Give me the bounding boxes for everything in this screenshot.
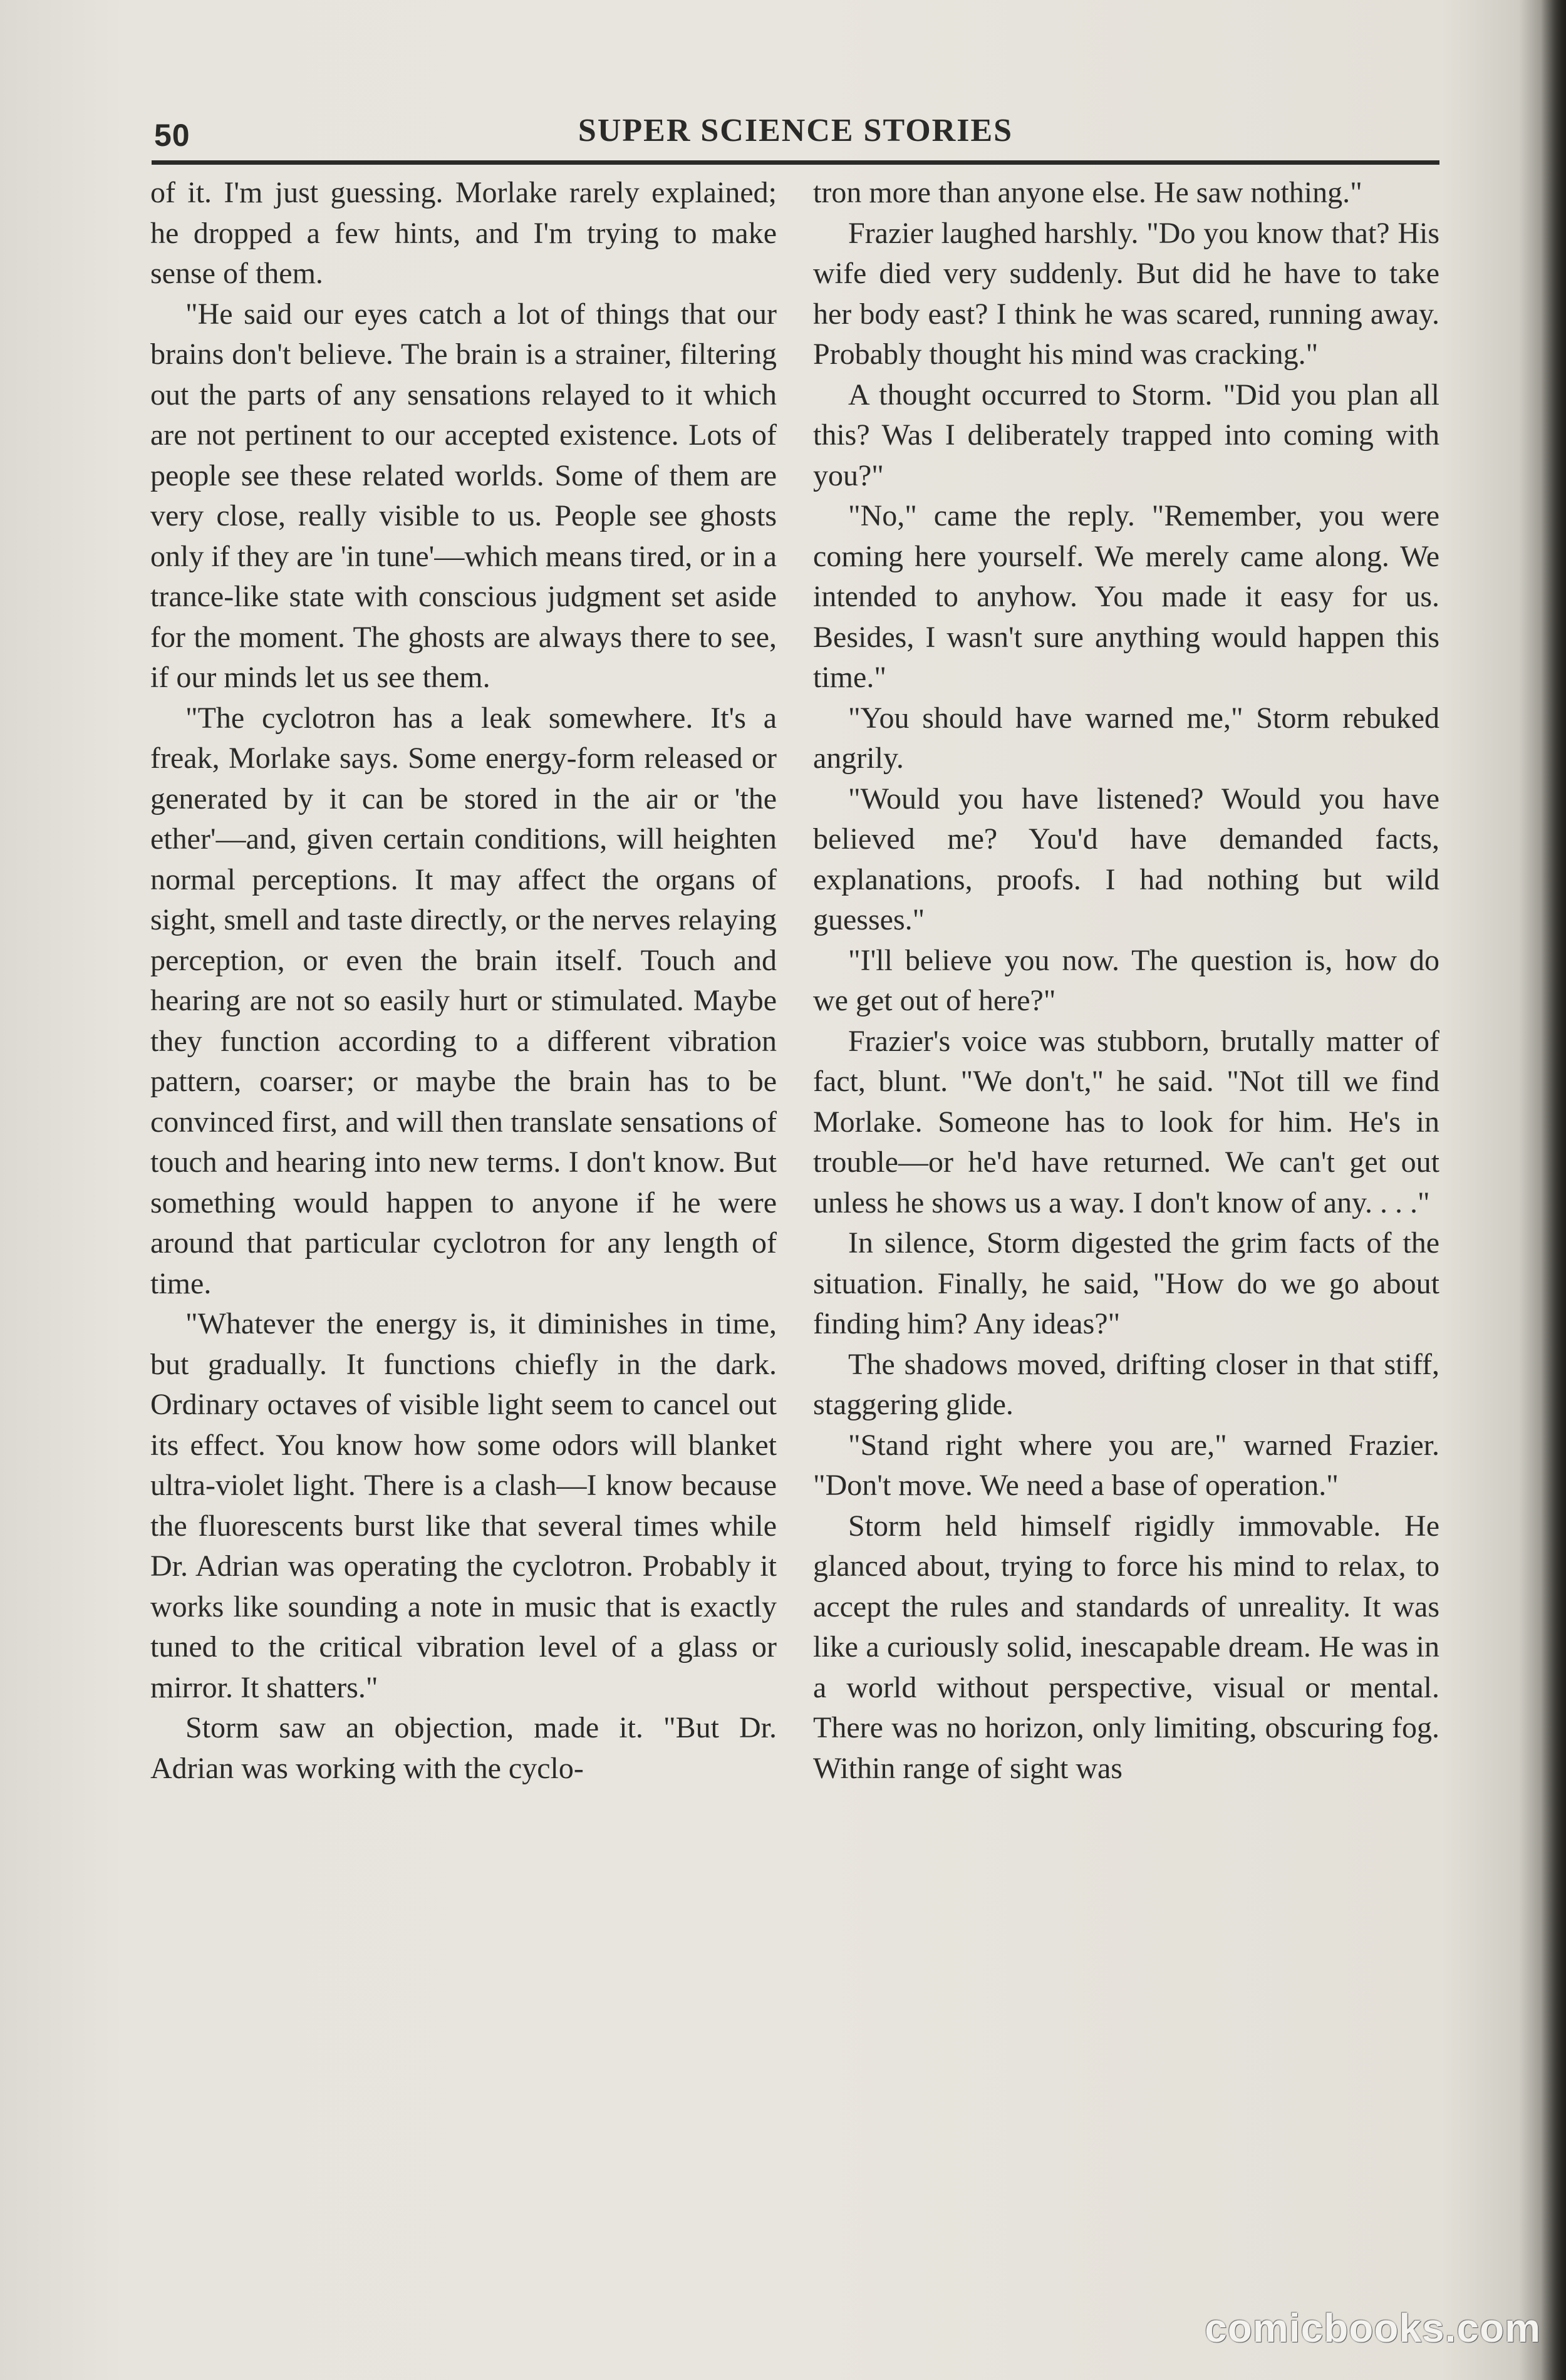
watermark: comicbooks.com xyxy=(1205,2305,1541,2351)
page-header xyxy=(150,110,1441,166)
paragraph: "I'll believe you now. The question is, how do we get out of here?" xyxy=(813,943,1439,1017)
paragraph: A thought occurred to Storm. "Did you plan all this? Was I deliberately trapped into coming with you?" xyxy=(813,378,1439,492)
spine-shadow xyxy=(1541,0,1566,2380)
paragraph: In silence, Storm digested the grim facts of the situation. Finally, he said, "How do we go about finding him? Any ideas?" xyxy=(813,1226,1439,1340)
right-column xyxy=(813,173,1439,1789)
paragraph: "You should have warned me," Storm rebuked angrily. xyxy=(813,701,1439,775)
header-rule xyxy=(152,160,1439,165)
paragraph: "Stand right where you are," warned Frazier. "Don't move. We need a base of operation." xyxy=(813,1428,1439,1502)
paragraph: tron more than anyone else. He saw nothing." xyxy=(813,176,1362,209)
page-number: 50 xyxy=(154,118,190,153)
paragraph: "He said our eyes catch a lot of things that our brains don't believe. The brain is a strainer, filtering out the parts of any sensations relayed to it which are not pertinent to our accepted existence. Lots of people see these related worlds. Some of them are very close, really visible to us. People see ghosts only if they are 'in tune'—which means tired, or in a trance-like state with conscious judgment set aside for the moment. The ghosts are always there to see, if our minds let us see them. xyxy=(150,297,777,694)
paragraph: "Whatever the energy is, it diminishes in time, but gradually. It functions chiefly in the dark. Ordinary octaves of visible light seem to cancel out its effect. You know how some odors will blanket ultra-violet light. There is a clash—I know because the fluorescents burst like that several times while Dr. Adrian was operating the cyclotron. Probably it works like sounding a note in music that is exactly tuned to the critical vibration level of a glass or mirror. It shatters." xyxy=(150,1307,777,1704)
paragraph: "Would you have listened? Would you have believed me? You'd have demanded facts, explanations, proofs. I had nothing but wild guesses." xyxy=(813,782,1439,936)
paragraph: Storm held himself rigidly immovable. He glanced about, trying to force his mind to relax, to accept the rules and standards of unreality. It was like a curiously solid, inescapable dream. He was in a world without perspective, visual or mental. There was no horizon, only limiting, obscuring fog. Within range of sight was xyxy=(813,1509,1439,1785)
paragraph: The shadows moved, drifting closer in that stiff, staggering glide. xyxy=(813,1347,1439,1421)
left-column xyxy=(150,173,777,1789)
paragraph: Storm saw an objection, made it. "But Dr. Adrian was working with the cyclo- xyxy=(150,1711,777,1785)
paragraph: Frazier laughed harshly. "Do you know that? His wife died very suddenly. But did he have to take her body east? I think he was scared, running away. Probably thought his mind was cracking." xyxy=(813,216,1439,371)
paragraph: "No," came the reply. "Remember, you were coming here yourself. We merely came along. We intended to anyhow. You made it easy for us. Besides, I wasn't sure anything would happen this time." xyxy=(813,499,1439,694)
paragraph: "The cyclotron has a leak somewhere. It's a freak, Morlake says. Some energy-form released or generated by it can be stored in the air or 'the ether'—and, given certain conditions, will heighten normal perceptions. It may affect the organs of sight, smell and taste directly, or the nerves relaying perception, or even the brain itself. Touch and hearing are not so easily hurt or stimulated. Maybe they function according to a different vibration pattern, coarser; or maybe the brain has to be convinced first, and will then translate sensations of touch and hearing into new terms. I don't know. But something would happen to anyone if he were around that particular cyclotron for any length of time. xyxy=(150,701,777,1300)
paragraph: of it. I'm just guessing. Morlake rarely explained; he dropped a few hints, and I'm trying to make sense of them. xyxy=(150,176,777,290)
magazine-title: SUPER SCIENCE STORIES xyxy=(578,113,1014,148)
paragraph: Frazier's voice was stubborn, brutally matter of fact, blunt. "We don't," he said. "Not till we find Morlake. Someone has to look for him. He's in trouble—or he'd have returned. We can't get out unless he shows us a way. I don't know of any. . . ." xyxy=(813,1024,1439,1219)
